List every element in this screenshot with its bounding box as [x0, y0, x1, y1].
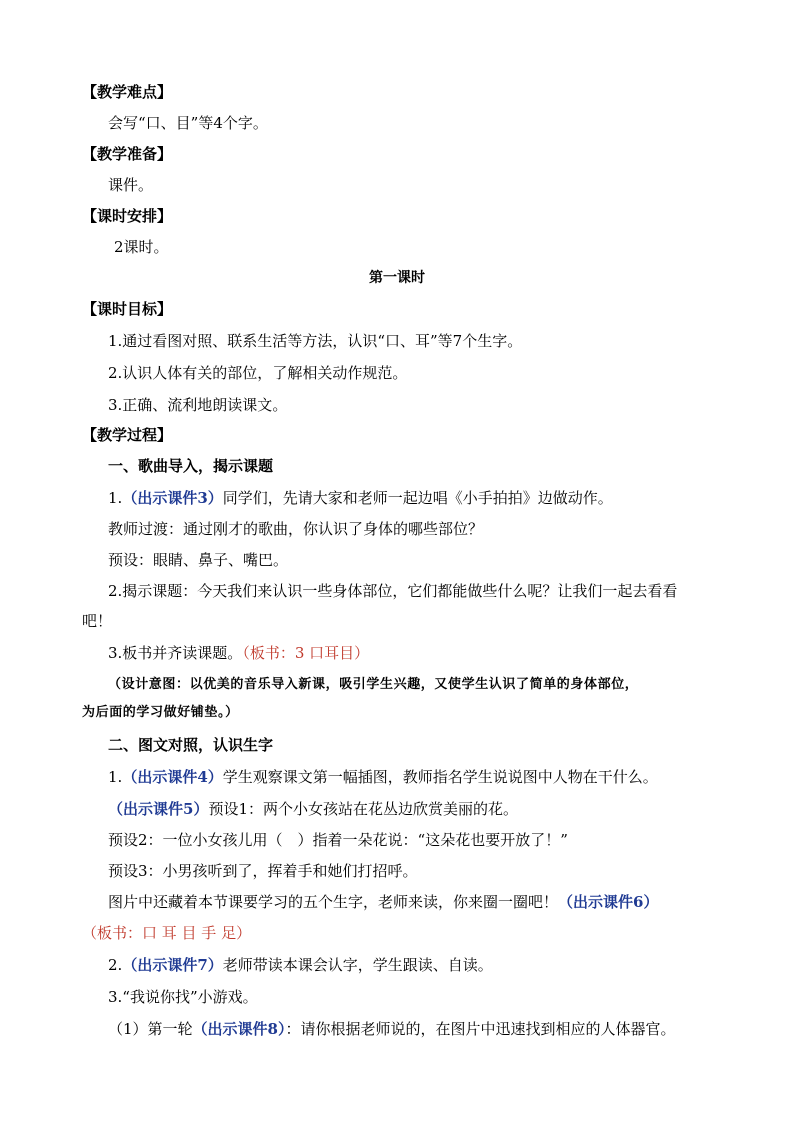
part2-paragraph-6	[108, 954, 493, 976]
paragraph-text: 学生观察课文第一幅插图，教师指名学生说说图中人物在干什么。	[222, 768, 658, 786]
part2-paragraph-5	[108, 891, 658, 913]
part1-paragraph-3: 预设：眼睛、鼻子、嘴巴。	[108, 551, 289, 569]
item-number: 2.	[108, 956, 123, 974]
part2-paragraph-1	[108, 766, 658, 788]
item-number: 1.	[108, 768, 123, 786]
courseware-tag: （出示课件6）	[558, 893, 659, 911]
part1-paragraph-4-line1: 2.揭示课题：今天我们来认识一些身体部位，它们都能做些什么呢？让我们一起去看看	[108, 582, 678, 600]
paragraph-text: ：请你根据老师说的，在图片中迅速找到相应的人体器官。	[285, 1020, 676, 1038]
part2-title: 二、图文对照，认识生字	[108, 736, 274, 754]
difficulty-heading: 【教学难点】	[82, 83, 173, 101]
design-note-line2: 为后面的学习做好铺垫。）	[82, 705, 239, 720]
goals-heading: 【课时目标】	[82, 300, 173, 318]
difficulty-text: 会写“口、目”等4个字。	[108, 114, 268, 132]
part2-paragraph-2	[108, 798, 518, 820]
goal-item: 2.认识人体有关的部位，了解相关动作规范。	[108, 364, 408, 382]
goal-item: 1.通过看图对照、联系生活等方法，认识“口、耳”等7个生字。	[108, 332, 523, 350]
paragraph-text: 老师带读本课会认字，学生跟读、自读。	[222, 956, 493, 974]
part1-paragraph-5	[108, 642, 369, 664]
courseware-tag: （出示课件4）	[122, 768, 223, 786]
paragraph-text: 预设1：两个小女孩站在花丛边欣赏美丽的花。	[208, 800, 518, 818]
part1-paragraph-1	[108, 487, 613, 509]
part1-title: 一、歌曲导入，揭示课题	[108, 457, 274, 475]
courseware-tag: （出示课件7）	[122, 956, 223, 974]
part1-paragraph-4-line2: 吧！	[82, 612, 113, 630]
courseware-tag: （出示课件3）	[122, 489, 223, 507]
lesson-title: 第一课时	[369, 270, 425, 286]
design-note-line1: （设计意图：以优美的音乐导入新课，吸引学生兴趣，又使学生认识了简单的身体部位，	[108, 677, 639, 692]
paragraph-text: 图片中还藏着本节课要学习的五个生字，老师来读，你来圈一圈吧！	[108, 893, 559, 911]
part2-paragraph-4: 预设3：小男孩听到了，挥着手和她们打招呼。	[108, 862, 418, 880]
part2-paragraph-8	[108, 1018, 676, 1040]
board-tag: （板书：3 口耳目）	[242, 644, 370, 662]
prep-heading: 【教学准备】	[82, 145, 173, 163]
goal-item: 3.正确、流利地朗读课文。	[108, 396, 288, 414]
schedule-text: 2课时。	[114, 238, 169, 256]
courseware-tag: （出示课件8）	[192, 1020, 286, 1038]
process-heading: 【教学过程】	[82, 426, 173, 444]
part1-paragraph-2: 教师过渡：通过刚才的歌曲，你认识了身体的哪些部位？	[108, 520, 484, 538]
part2-paragraph-7: 3.“我说你找”小游戏。	[108, 988, 258, 1006]
item-number: 1.	[108, 489, 123, 507]
courseware-tag: （出示课件5）	[108, 800, 209, 818]
item-number: （1）第一轮	[108, 1020, 193, 1038]
paragraph-text: 同学们，先请大家和老师一起边唱《小手拍拍》边做动作。	[222, 489, 613, 507]
paragraph-text: 3.板书并齐读课题。	[108, 644, 243, 662]
schedule-heading: 【课时安排】	[82, 207, 173, 225]
board-tag: （板书：口 耳 目 手 足）	[82, 924, 252, 942]
part2-paragraph-3: 预设2：一位小女孩儿用（ ）指着一朵花说：“这朵花也要开放了！”	[108, 831, 568, 849]
prep-text: 课件。	[108, 176, 154, 194]
